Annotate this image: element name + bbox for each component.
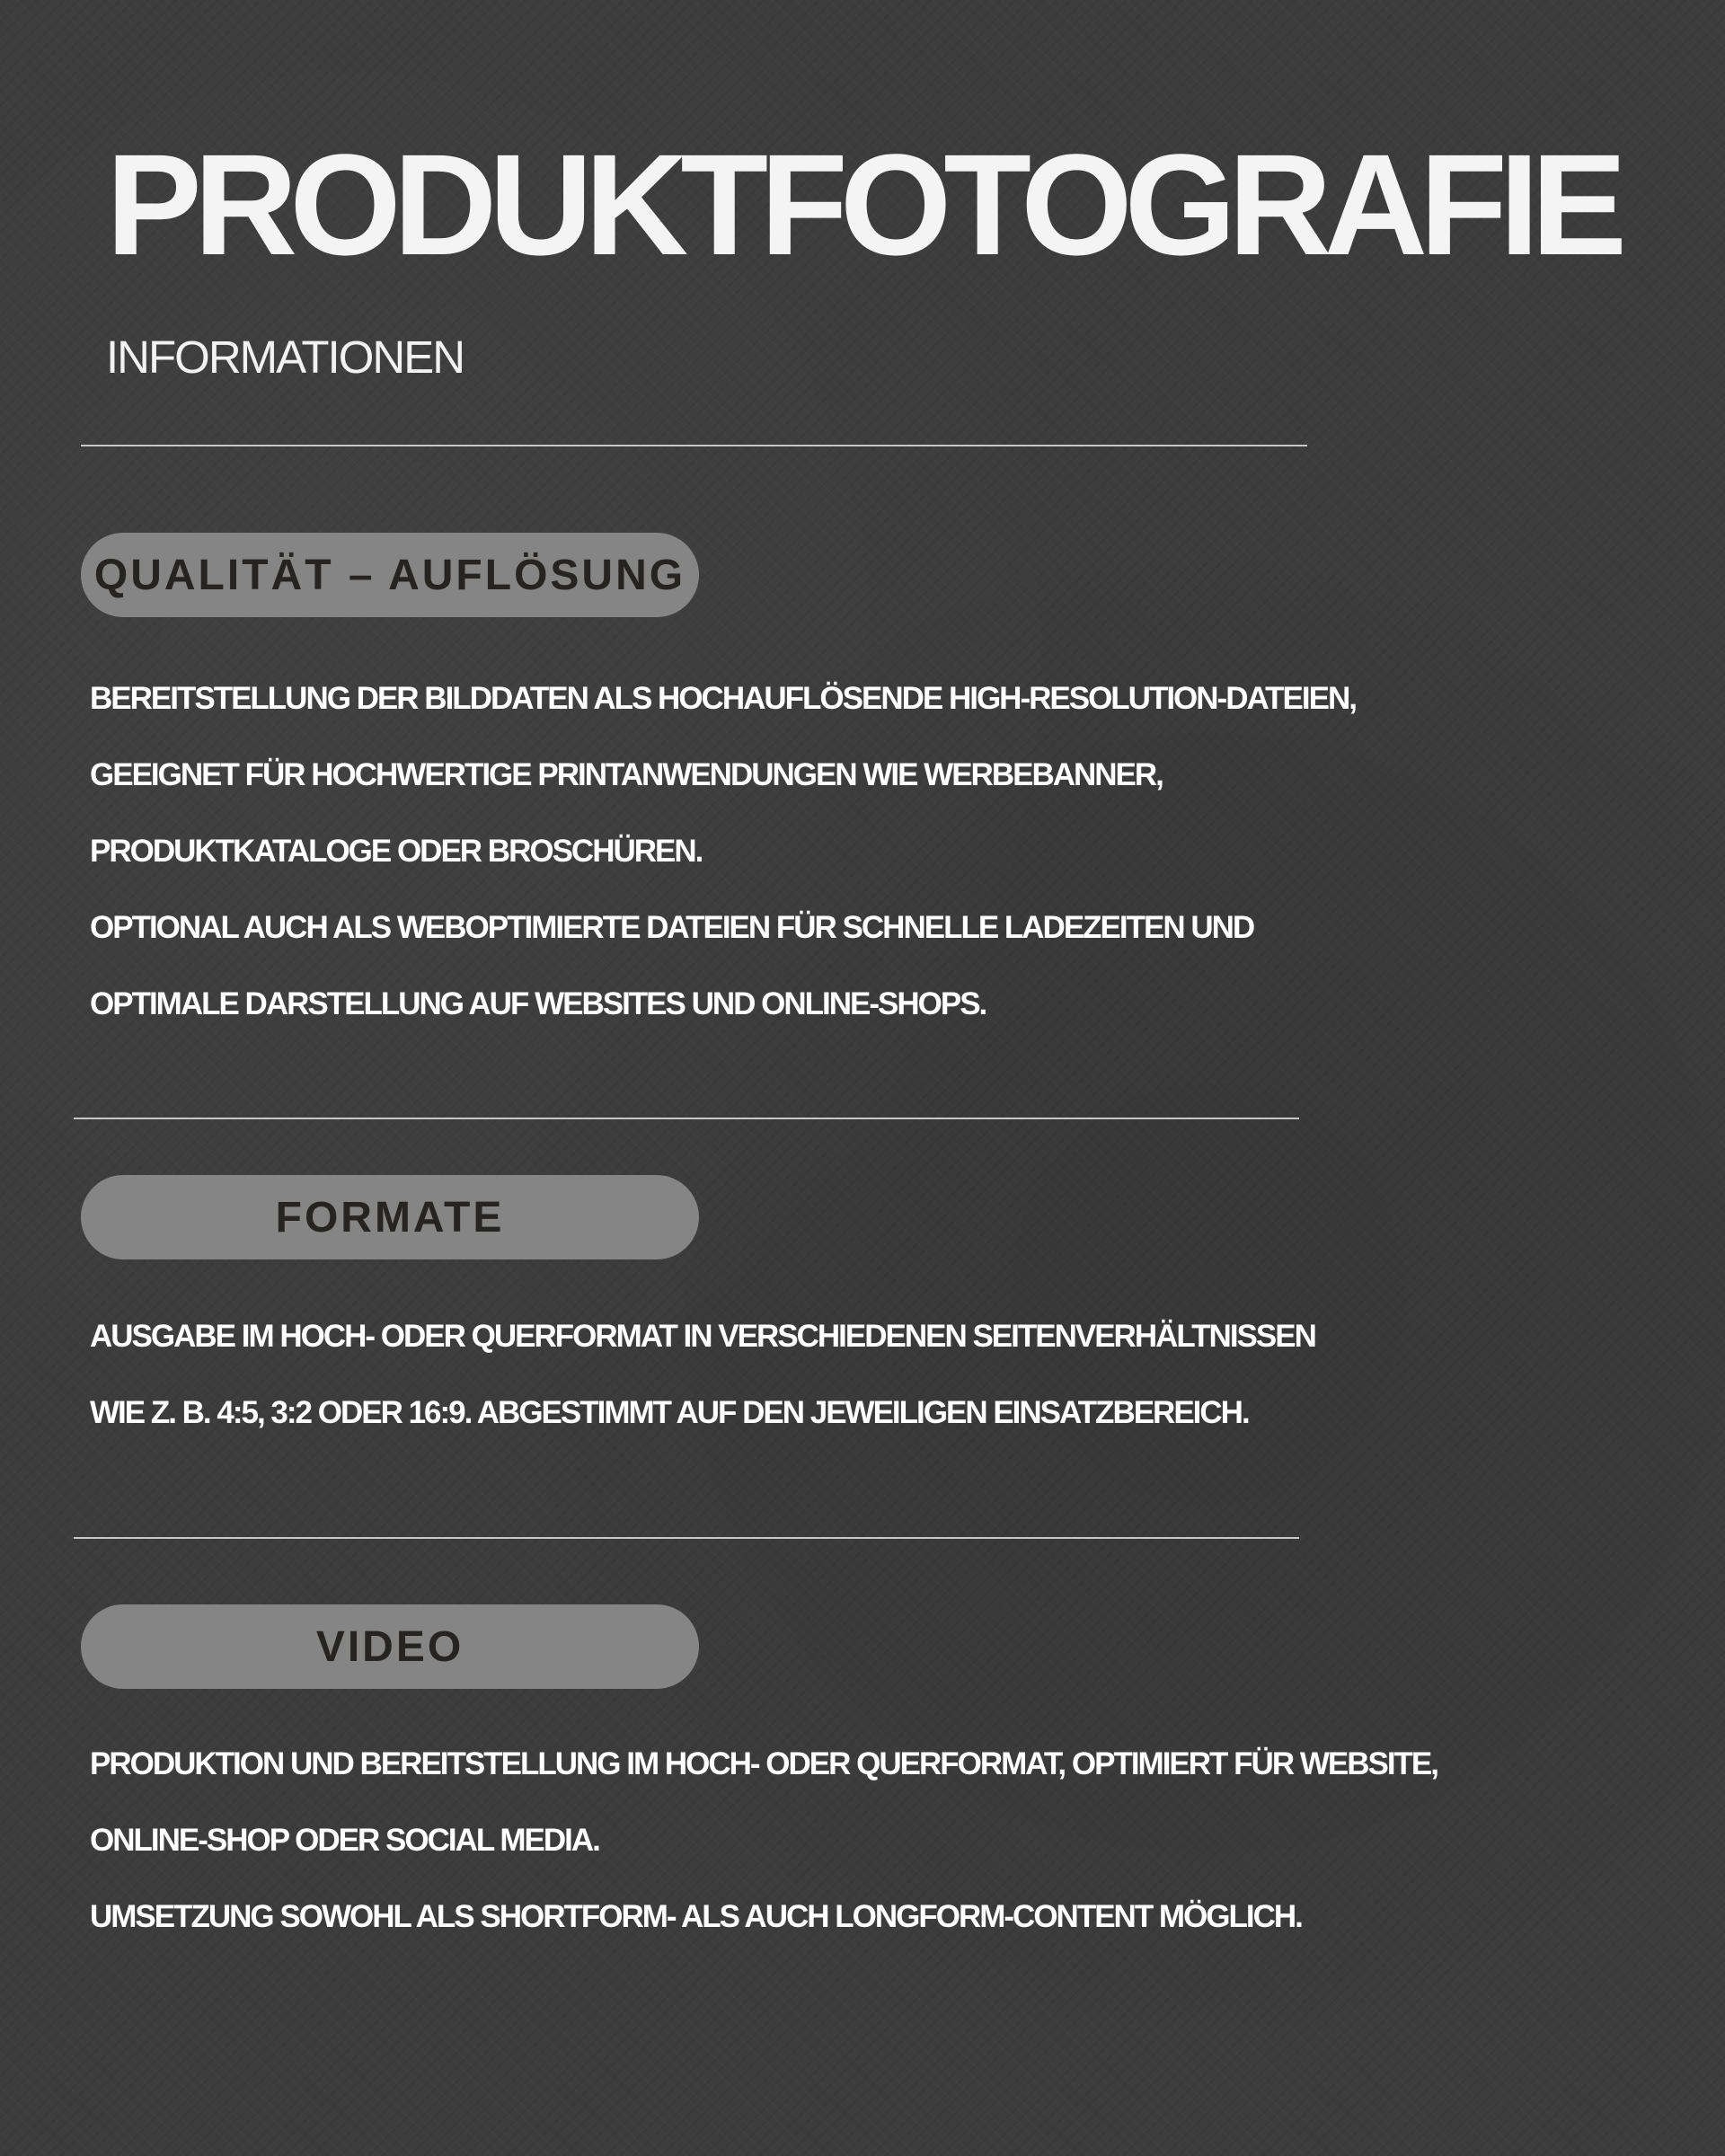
body-line: OPTIONAL AUCH ALS WEBOPTIMIERTE DATEIEN FÜR SCHNELLE LADEZEITEN UND [90,910,1254,945]
body-line: BEREITSTELLUNG DER BILDDATEN ALS HOCHAUFLÖSENDE HIGH-RESOLUTION-DATEIEN, [90,681,1356,716]
body-line: AUSGABE IM HOCH- ODER QUERFORMAT IN VERSCHIEDENEN SEITENVERHÄLTNISSEN [90,1319,1315,1354]
divider-quality-formats [74,1118,1299,1119]
section-heading-quality [81,533,699,617]
body-line: WIE Z. B. 4:5, 3:2 ODER 16:9. ABGESTIMMT AUF DEN JEWEILIGEN EINSATZBEREICH. [90,1395,1249,1430]
section-heading-label: FORMATE [275,1193,505,1241]
page-subtitle: INFORMATIONEN [106,331,464,383]
section-heading-video [81,1604,699,1689]
body-line: GEEIGNET FÜR HOCHWERTIGE PRINTANWENDUNGEN WIE WERBEBANNER, [90,757,1163,792]
page-title: PRODUKTFOTOGRAFIE [106,124,1620,285]
divider-top [81,445,1307,446]
divider-formats-video [74,1537,1299,1539]
section-body-video [90,1726,1617,1955]
body-line: PRODUKTKATALOGE ODER BROSCHÜREN. [90,834,703,869]
section-heading-formats [81,1175,699,1259]
section-heading-label: VIDEO [315,1622,464,1671]
body-line: UMSETZUNG SOWOHL ALS SHORTFORM- ALS AUCH LONGFORM-CONTENT MÖGLICH. [90,1899,1302,1934]
body-line: PRODUKTION UND BEREITSTELLUNG IM HOCH- ODER QUERFORMAT, OPTIMIERT FÜR WEBSITE, [90,1746,1438,1781]
section-body-quality [90,660,1617,1042]
body-line: ONLINE-SHOP ODER SOCIAL MEDIA. [90,1823,599,1858]
section-heading-label: QUALITÄT – AUFLÖSUNG [93,551,686,599]
body-line: OPTIMALE DARSTELLUNG AUF WEBSITES UND ONLINE-SHOPS. [90,986,986,1021]
section-body-formats [90,1298,1617,1451]
